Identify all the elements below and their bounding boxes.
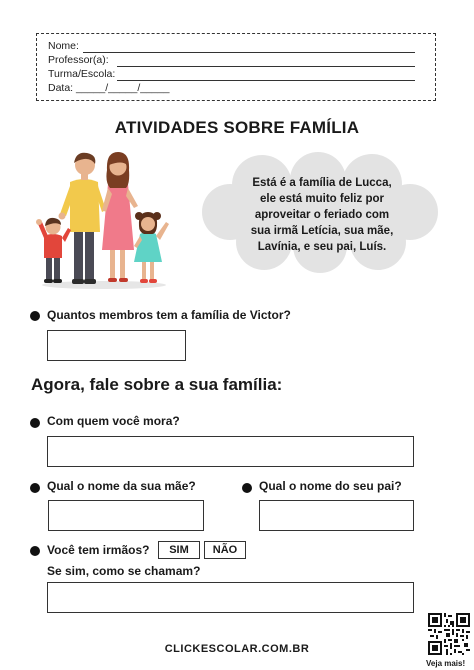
name-label: Nome: [48, 40, 79, 52]
question-mother-name: Qual o nome da sua mãe? [47, 479, 196, 493]
mom-figure [102, 152, 138, 282]
answer-box-family-members[interactable] [47, 330, 186, 361]
teacher-line[interactable] [117, 66, 415, 67]
question-lives-with: Com quem você mora? [47, 414, 180, 428]
story-line: Está é a família de Lucca, [252, 177, 392, 189]
no-option-box[interactable]: NÃO [204, 541, 246, 559]
date-label: Data: _____/_____/_____ [48, 82, 170, 94]
question-family-members: Quantos membros tem a família de Victor? [47, 308, 291, 322]
answer-box-mother-name[interactable] [48, 500, 204, 531]
name-line[interactable] [83, 52, 415, 53]
question-siblings: Você tem irmãos? [47, 543, 150, 557]
qr-code-icon[interactable] [428, 613, 470, 655]
bullet-icon [30, 483, 40, 493]
bullet-icon [30, 311, 40, 321]
story-line: sua irmã Letícia, sua mãe, [250, 225, 394, 237]
class-line[interactable] [117, 80, 415, 81]
bullet-icon [30, 418, 40, 428]
qr-caption: Veja mais! [426, 659, 466, 668]
story-line: Lavínia, e seu pai, Luís. [257, 241, 387, 253]
question-siblings-names: Se sim, como se chamam? [47, 564, 201, 578]
family-illustration [34, 148, 174, 290]
teacher-label: Professor(a): [48, 54, 109, 66]
yes-option-box[interactable]: SIM [158, 541, 200, 559]
story-line: aproveitar o feriado com [254, 209, 390, 221]
bullet-icon [30, 546, 40, 556]
bullet-icon [242, 483, 252, 493]
dad-figure [59, 153, 107, 284]
answer-box-father-name[interactable] [259, 500, 414, 531]
story-text [232, 175, 412, 255]
class-label: Turma/Escola: [48, 68, 116, 80]
boy-figure [36, 218, 71, 283]
page-title: ATIVIDADES SOBRE FAMÍLIA [114, 118, 360, 137]
site-footer: CLICKESCOLAR.COM.BR [164, 643, 310, 655]
answer-box-lives-with[interactable] [47, 436, 414, 467]
question-father-name: Qual o nome do seu pai? [259, 479, 402, 493]
story-line: ele está muito feliz por [260, 193, 384, 205]
student-info-box [36, 33, 436, 101]
answer-box-siblings-names[interactable] [47, 582, 414, 613]
girl-figure [134, 212, 169, 283]
section-title: Agora, fale sobre a sua família: [31, 375, 283, 394]
